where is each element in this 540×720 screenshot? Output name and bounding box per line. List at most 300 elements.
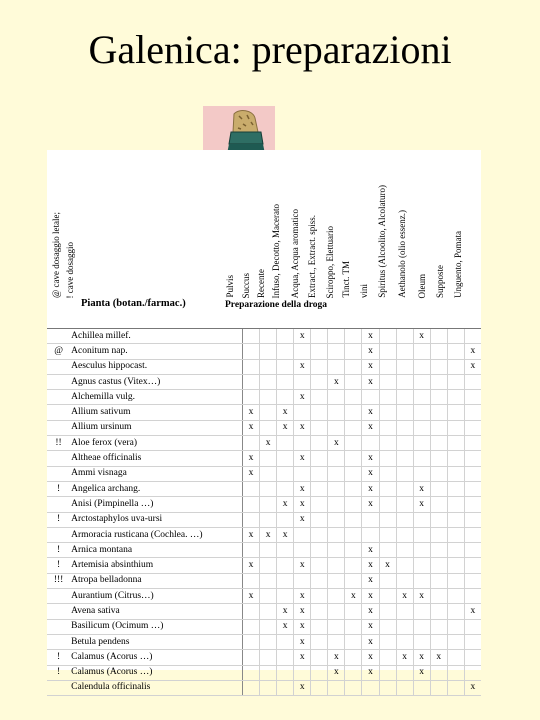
preparation-cell xyxy=(447,374,464,389)
warning-mark xyxy=(47,390,70,405)
plant-name: Calamus (Acorus …) xyxy=(70,650,242,665)
preparation-cell xyxy=(328,543,345,558)
table-row xyxy=(47,543,481,558)
preparation-cell xyxy=(328,558,345,573)
preparation-cell xyxy=(447,436,464,451)
preparation-cell xyxy=(430,634,447,649)
warning-mark: ! xyxy=(47,665,70,680)
preparation-cell xyxy=(396,344,413,359)
preparation-cell xyxy=(260,451,277,466)
preparation-cell xyxy=(328,604,345,619)
preparation-cell xyxy=(311,466,328,481)
preparation-cell xyxy=(379,604,396,619)
warning-mark xyxy=(47,466,70,481)
preparation-cell: x xyxy=(362,543,379,558)
table-row xyxy=(47,420,481,435)
preparation-cell: x xyxy=(362,573,379,588)
preparation-cell xyxy=(379,680,396,695)
preparation-cell xyxy=(345,436,362,451)
preparation-cell xyxy=(294,466,311,481)
preparation-cell xyxy=(447,390,464,405)
column-header: Aethanolo (olio essenz.) xyxy=(397,210,407,298)
preparation-cell: x xyxy=(277,619,294,634)
preparation-cell: x xyxy=(362,497,379,512)
preparations-table xyxy=(47,150,481,693)
plant-name: Betula pendens xyxy=(70,634,242,649)
preparation-cell xyxy=(311,344,328,359)
preparation-cell xyxy=(447,665,464,680)
warning-mark xyxy=(47,589,70,604)
column-header: Spiritus (Alcoolito, Alcolaturo) xyxy=(377,185,387,298)
preparation-cell xyxy=(294,344,311,359)
preparation-cell xyxy=(294,527,311,542)
warning-mark: !!! xyxy=(47,573,70,588)
preparation-cell xyxy=(447,451,464,466)
preparation-cell xyxy=(447,344,464,359)
preparation-cell: x xyxy=(243,405,260,420)
preparation-cell xyxy=(260,512,277,527)
preparation-cell xyxy=(379,329,396,344)
preparation-cell: x xyxy=(243,466,260,481)
preparation-cell xyxy=(464,374,481,389)
preparation-cell: x xyxy=(362,665,379,680)
column-header: Recente xyxy=(256,269,266,298)
preparation-cell xyxy=(311,512,328,527)
preparation-cell xyxy=(447,420,464,435)
preparation-cell xyxy=(447,650,464,665)
preparation-cell xyxy=(413,527,430,542)
warning-mark: ! xyxy=(47,512,70,527)
preparation-cell xyxy=(277,329,294,344)
preparation-cell xyxy=(464,634,481,649)
preparation-cell xyxy=(396,573,413,588)
plant-name: Aesculus hippocast. xyxy=(70,359,242,374)
warning-mark: ! xyxy=(47,558,70,573)
preparation-cell xyxy=(447,558,464,573)
table-row xyxy=(47,436,481,451)
preparation-cell: x xyxy=(277,497,294,512)
preparation-cell xyxy=(311,390,328,405)
preparation-cell xyxy=(328,512,345,527)
preparation-cell xyxy=(430,558,447,573)
preparation-cell xyxy=(243,604,260,619)
warning-mark xyxy=(47,374,70,389)
preparation-cell: x xyxy=(294,589,311,604)
column-header: Extract., Extract. spiss. xyxy=(307,215,317,298)
preparation-cell xyxy=(430,436,447,451)
preparation-cell xyxy=(345,466,362,481)
preparation-cell xyxy=(413,374,430,389)
plant-grid xyxy=(47,329,481,696)
plant-name: Anisi (Pimpinella …) xyxy=(70,497,242,512)
preparation-cell: x xyxy=(277,527,294,542)
preparation-cell: x xyxy=(430,650,447,665)
column-header: Succus xyxy=(241,272,251,298)
preparation-cell xyxy=(260,344,277,359)
column-header: Pulvis xyxy=(225,275,235,298)
preparation-cell xyxy=(396,466,413,481)
preparation-cell xyxy=(243,329,260,344)
legend-lethal: @ cave dosaggio letale; xyxy=(51,211,61,298)
preparation-cell xyxy=(379,420,396,435)
preparation-cell xyxy=(277,634,294,649)
preparation-cell xyxy=(379,497,396,512)
preparation-cell xyxy=(328,329,345,344)
table-row xyxy=(47,451,481,466)
preparation-cell xyxy=(277,589,294,604)
preparation-cell xyxy=(447,512,464,527)
preparation-cell xyxy=(260,374,277,389)
preparation-cell xyxy=(345,512,362,527)
warning-mark xyxy=(47,604,70,619)
preparation-cell xyxy=(430,573,447,588)
preparation-cell: x xyxy=(362,405,379,420)
plant-name: Agnus castus (Vitex…) xyxy=(70,374,242,389)
table-row xyxy=(47,527,481,542)
preparation-cell xyxy=(260,634,277,649)
preparation-cell xyxy=(464,390,481,405)
preparation-cell xyxy=(311,451,328,466)
preparation-cell: x xyxy=(362,634,379,649)
plant-name: Avena sativa xyxy=(70,604,242,619)
plant-name: Calamus (Acorus …) xyxy=(70,665,242,680)
preparation-cell xyxy=(379,589,396,604)
preparation-cell xyxy=(413,558,430,573)
preparation-cell: x xyxy=(328,374,345,389)
preparation-cell xyxy=(447,573,464,588)
preparation-cell xyxy=(447,466,464,481)
preparation-cell xyxy=(260,359,277,374)
table-row xyxy=(47,634,481,649)
table-row xyxy=(47,604,481,619)
preparation-cell: x xyxy=(362,604,379,619)
preparation-cell: x xyxy=(260,527,277,542)
plant-name: Artemisia absinthium xyxy=(70,558,242,573)
preparation-cell xyxy=(379,390,396,405)
preparation-cell xyxy=(379,344,396,359)
preparation-cell: x xyxy=(294,512,311,527)
preparation-cell xyxy=(311,665,328,680)
preparation-cell xyxy=(430,589,447,604)
plant-column-header: Pianta (botan./farmac.) xyxy=(81,298,186,309)
preparation-cell xyxy=(464,512,481,527)
preparation-cell xyxy=(311,527,328,542)
preparation-cell xyxy=(396,604,413,619)
preparation-cell xyxy=(379,451,396,466)
preparation-cell xyxy=(379,466,396,481)
preparation-cell: x xyxy=(294,619,311,634)
preparation-cell xyxy=(328,497,345,512)
preparation-cell: x xyxy=(464,359,481,374)
preparation-cell xyxy=(413,573,430,588)
preparation-cell xyxy=(311,589,328,604)
table-row xyxy=(47,390,481,405)
preparation-cell: x xyxy=(413,481,430,496)
preparation-cell: x xyxy=(362,619,379,634)
preparation-cell xyxy=(396,634,413,649)
preparation-cell xyxy=(430,359,447,374)
plant-name: Atropa belladonna xyxy=(70,573,242,588)
preparation-cell xyxy=(464,329,481,344)
table-row xyxy=(47,650,481,665)
preparation-cell xyxy=(328,589,345,604)
preparation-cell xyxy=(260,604,277,619)
preparation-cell: x xyxy=(294,634,311,649)
column-header: Tinct. TM xyxy=(341,261,351,298)
preparation-cell xyxy=(345,420,362,435)
preparation-cell xyxy=(430,497,447,512)
preparation-cell: x xyxy=(294,329,311,344)
preparation-cell xyxy=(430,344,447,359)
table-row xyxy=(47,329,481,344)
preparation-cell xyxy=(345,390,362,405)
preparation-cell: x xyxy=(413,650,430,665)
preparation-cell xyxy=(379,650,396,665)
warning-mark xyxy=(47,680,70,695)
preparation-cell xyxy=(277,665,294,680)
preparation-cell xyxy=(413,359,430,374)
preparation-header: Preparazione della droga xyxy=(225,300,328,310)
preparation-cell xyxy=(311,374,328,389)
plant-name: Calendula officinalis xyxy=(70,680,242,695)
preparation-cell xyxy=(396,512,413,527)
preparation-cell xyxy=(413,466,430,481)
warning-mark xyxy=(47,405,70,420)
preparation-cell xyxy=(260,650,277,665)
preparation-cell: x xyxy=(464,344,481,359)
preparation-cell xyxy=(277,374,294,389)
preparation-cell xyxy=(328,634,345,649)
preparation-cell xyxy=(396,436,413,451)
preparation-cell xyxy=(430,390,447,405)
preparation-cell: x xyxy=(362,466,379,481)
preparation-cell xyxy=(243,573,260,588)
preparation-cell xyxy=(311,420,328,435)
preparation-cell xyxy=(328,359,345,374)
preparation-cell: x xyxy=(345,589,362,604)
preparation-cell: x xyxy=(362,589,379,604)
warning-mark: ! xyxy=(47,543,70,558)
table-row xyxy=(47,497,481,512)
plant-name: Arnica montana xyxy=(70,543,242,558)
preparation-cell xyxy=(447,680,464,695)
preparation-cell xyxy=(277,466,294,481)
preparation-cell xyxy=(260,405,277,420)
preparation-cell: x xyxy=(260,436,277,451)
plant-name: Ammi visnaga xyxy=(70,466,242,481)
table-row xyxy=(47,680,481,695)
preparation-cell: x xyxy=(362,558,379,573)
preparation-cell xyxy=(311,436,328,451)
preparation-cell xyxy=(260,543,277,558)
preparation-cell xyxy=(362,436,379,451)
plant-name: Altheae officinalis xyxy=(70,451,242,466)
preparation-cell: x xyxy=(294,650,311,665)
preparation-cell: x xyxy=(413,497,430,512)
preparation-cell xyxy=(396,543,413,558)
preparation-cell: x xyxy=(362,481,379,496)
preparation-cell xyxy=(447,405,464,420)
preparation-cell: x xyxy=(362,344,379,359)
preparation-cell xyxy=(345,573,362,588)
preparation-cell xyxy=(328,680,345,695)
preparation-cell xyxy=(243,481,260,496)
warning-mark xyxy=(47,619,70,634)
preparation-cell: x xyxy=(328,436,345,451)
preparation-cell xyxy=(294,405,311,420)
preparation-cell xyxy=(311,405,328,420)
preparation-cell: x xyxy=(294,481,311,496)
preparation-cell xyxy=(243,344,260,359)
preparation-cell xyxy=(430,405,447,420)
preparation-cell xyxy=(328,619,345,634)
preparation-cell xyxy=(430,481,447,496)
preparation-cell xyxy=(277,558,294,573)
preparation-cell xyxy=(396,359,413,374)
preparation-cell xyxy=(379,405,396,420)
column-header: Infuso, Decotto, Macerato xyxy=(271,203,281,298)
preparation-cell xyxy=(430,604,447,619)
preparation-cell xyxy=(345,374,362,389)
preparation-cell xyxy=(328,451,345,466)
preparation-cell xyxy=(311,497,328,512)
preparation-cell xyxy=(413,420,430,435)
preparation-cell xyxy=(379,619,396,634)
preparation-cell xyxy=(413,512,430,527)
preparation-cell xyxy=(311,604,328,619)
preparation-cell xyxy=(345,344,362,359)
column-header: Sciroppo, Elettuario xyxy=(325,225,335,298)
table-row xyxy=(47,558,481,573)
preparation-cell xyxy=(464,451,481,466)
preparation-cell xyxy=(379,543,396,558)
preparation-cell xyxy=(294,543,311,558)
preparation-cell xyxy=(345,497,362,512)
preparation-cell xyxy=(413,344,430,359)
preparation-cell: x xyxy=(243,451,260,466)
table-row xyxy=(47,466,481,481)
preparation-cell xyxy=(447,604,464,619)
preparation-cell xyxy=(430,374,447,389)
preparation-cell xyxy=(379,634,396,649)
preparation-cell xyxy=(260,329,277,344)
preparation-cell xyxy=(311,558,328,573)
preparation-cell: x xyxy=(362,451,379,466)
table-row xyxy=(47,374,481,389)
slide-title: Galenica: preparazioni xyxy=(88,27,452,72)
preparation-cell xyxy=(413,634,430,649)
preparation-cell xyxy=(430,512,447,527)
preparation-cell xyxy=(311,650,328,665)
preparation-cell: x xyxy=(396,589,413,604)
preparation-cell xyxy=(396,497,413,512)
column-header: Supposte xyxy=(435,264,445,298)
preparation-cell xyxy=(464,543,481,558)
preparation-cell xyxy=(464,466,481,481)
preparation-cell xyxy=(430,420,447,435)
preparation-cell xyxy=(447,359,464,374)
preparation-cell xyxy=(277,512,294,527)
preparation-cell xyxy=(464,589,481,604)
plant-name: Aurantium (Citrus…) xyxy=(70,589,242,604)
preparation-cell xyxy=(464,420,481,435)
preparation-cell: x xyxy=(328,650,345,665)
warning-mark: ! xyxy=(47,650,70,665)
preparation-cell xyxy=(345,329,362,344)
preparation-cell xyxy=(447,497,464,512)
preparation-cell xyxy=(260,619,277,634)
preparation-cell xyxy=(260,573,277,588)
preparation-cell: x xyxy=(294,420,311,435)
preparation-cell xyxy=(396,619,413,634)
preparation-cell xyxy=(243,436,260,451)
warning-mark xyxy=(47,634,70,649)
preparation-cell xyxy=(243,512,260,527)
table-row xyxy=(47,665,481,680)
preparation-cell: x xyxy=(362,420,379,435)
preparation-cell: x xyxy=(294,604,311,619)
plant-name: Allium ursinum xyxy=(70,420,242,435)
warning-mark xyxy=(47,420,70,435)
preparation-cell xyxy=(345,634,362,649)
preparation-cell xyxy=(447,543,464,558)
table-row xyxy=(47,481,481,496)
preparation-cell xyxy=(260,665,277,680)
preparation-cell: x xyxy=(379,558,396,573)
preparation-cell xyxy=(464,619,481,634)
preparation-cell xyxy=(396,329,413,344)
preparation-cell xyxy=(362,680,379,695)
preparation-cell xyxy=(430,527,447,542)
preparation-cell xyxy=(311,481,328,496)
preparation-cell xyxy=(430,329,447,344)
preparation-cell xyxy=(311,359,328,374)
preparation-cell xyxy=(396,680,413,695)
warning-mark: @ xyxy=(47,344,70,359)
preparation-cell: x xyxy=(362,374,379,389)
preparation-cell xyxy=(464,497,481,512)
preparation-cell xyxy=(447,634,464,649)
preparation-cell xyxy=(430,543,447,558)
preparation-cell xyxy=(260,481,277,496)
preparation-cell xyxy=(243,619,260,634)
preparation-cell xyxy=(447,329,464,344)
preparation-cell xyxy=(260,589,277,604)
warning-mark xyxy=(47,329,70,344)
column-header: Acqua, Acqua aromatico xyxy=(290,208,300,298)
preparation-cell xyxy=(277,451,294,466)
preparation-cell xyxy=(345,359,362,374)
table-row xyxy=(47,619,481,634)
preparation-cell xyxy=(345,604,362,619)
preparation-cell: x xyxy=(294,497,311,512)
preparation-cell xyxy=(379,512,396,527)
preparation-cell xyxy=(379,374,396,389)
preparation-cell xyxy=(311,634,328,649)
preparation-cell xyxy=(311,329,328,344)
preparation-cell xyxy=(413,604,430,619)
preparation-cell xyxy=(345,405,362,420)
preparation-cell: x xyxy=(277,405,294,420)
plant-name: Aconitum nap. xyxy=(70,344,242,359)
preparation-cell xyxy=(260,680,277,695)
preparation-cell xyxy=(413,436,430,451)
preparation-cell xyxy=(345,680,362,695)
preparation-cell xyxy=(464,405,481,420)
preparation-cell xyxy=(430,665,447,680)
table-row xyxy=(47,573,481,588)
preparation-cell xyxy=(277,390,294,405)
